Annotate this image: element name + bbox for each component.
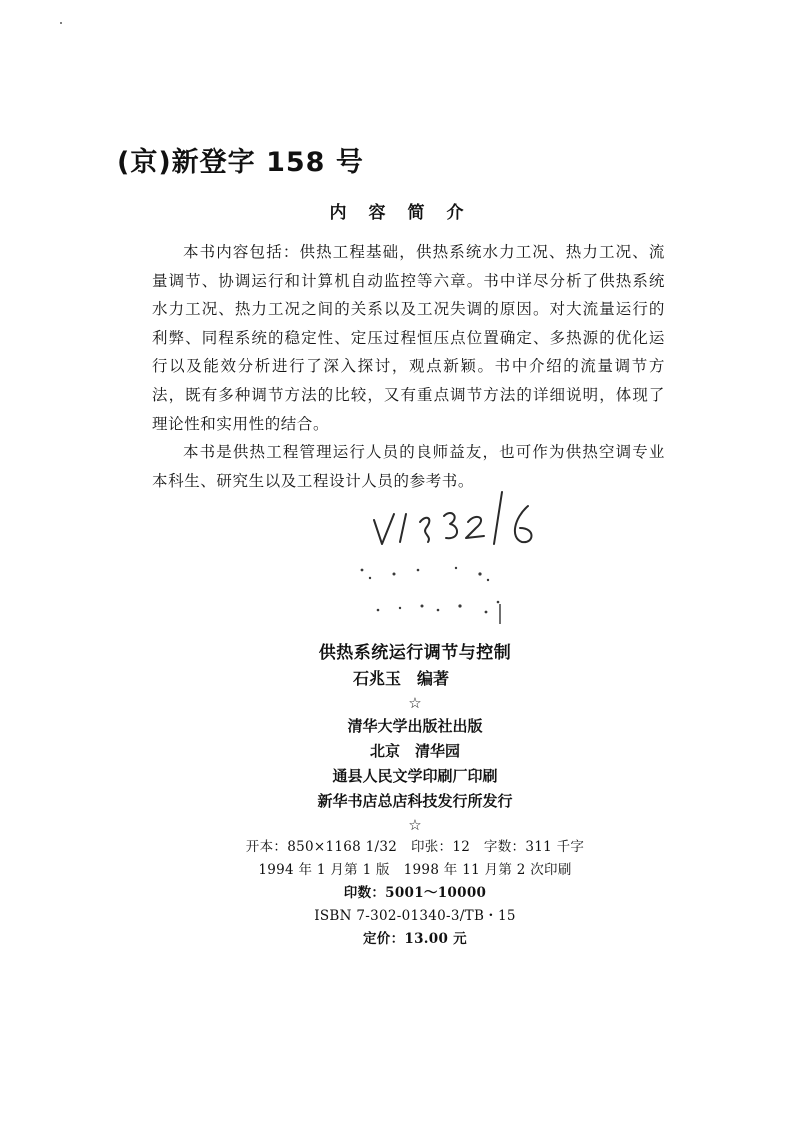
edition-line: 1994 年 1 月第 1 版 1998 年 11 月第 2 次印刷 — [258, 862, 572, 878]
synopsis-paragraph-2: 本书是供热工程管理运行人员的良师益友，也可作为供热空调专业本科生、研究生以及工程设计人员的参考书。 — [152, 443, 665, 490]
publisher-line: 清华大学出版社出版 — [347, 717, 483, 735]
star-divider: ☆ — [408, 694, 422, 712]
colophon — [150, 640, 680, 951]
star-divider-2: ☆ — [408, 816, 422, 834]
book-title: 供热系统运行调节与控制 — [318, 643, 512, 663]
location-line: 北京 清华园 — [369, 742, 460, 760]
registration-number: (京)新登字 158 号 — [117, 147, 364, 178]
handwritten-library-mark — [360, 478, 600, 628]
isbn-line: ISBN 7-302-01340-3/TB・15 — [314, 908, 516, 924]
synopsis-heading: 内容简介 — [329, 203, 486, 223]
printer-line: 通县人民文学印刷厂印刷 — [332, 767, 498, 785]
page-speck — [60, 22, 62, 24]
synopsis-body — [152, 238, 665, 495]
distributor-line: 新华书店总店科技发行所发行 — [317, 792, 513, 810]
synopsis-paragraph-1: 本书内容包括：供热工程基础，供热系统水力工况、热力工况、流量调节、协调运行和计算机自动监控等六章。书中详尽分析了供热系统水力工况、热力工况之间的关系以及工况失调的原因。对大流量运行的利弊、同程系统的稳定性、定压过程恒压点位置确定、多热源的优化运行以及能效分析进行了深入探讨，观点新颖。书中介绍的流量调节方法，既有多种调节方法的比较，又有重点调节方法的详细说明，体现了理论性和实用性的结合。 — [152, 243, 665, 433]
format-line: 开本：850×1168 1/32 印张：12 字数：311 千字 — [245, 839, 585, 855]
price-line: 定价：13.00 元 — [363, 931, 467, 947]
print-run-line: 印数：5001～10000 — [343, 885, 487, 901]
author-line: 石兆玉 编著 — [352, 669, 449, 688]
